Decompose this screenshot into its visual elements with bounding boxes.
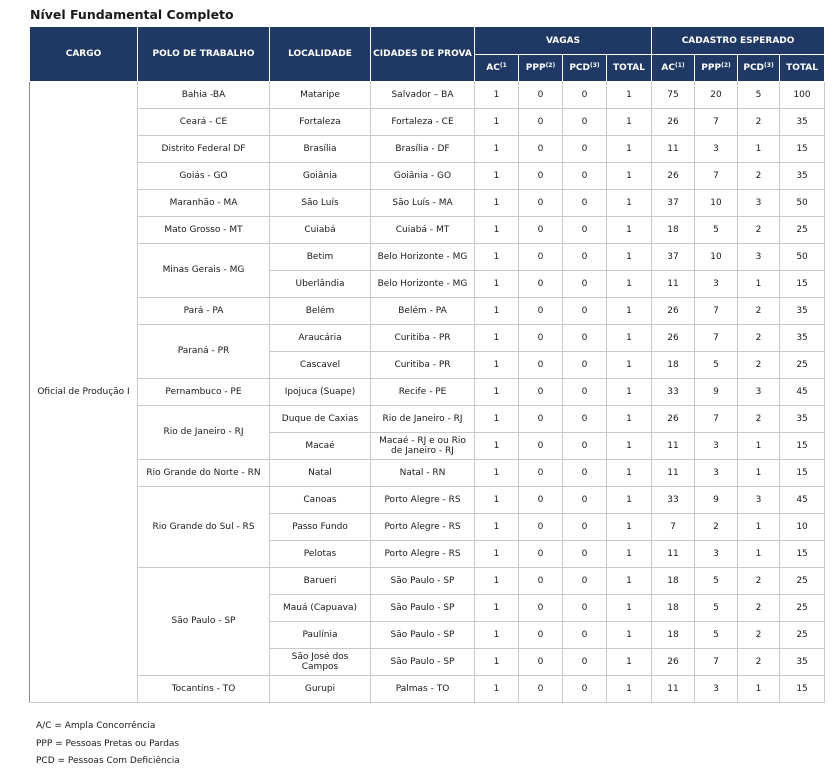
localidade-cell: Passo Fundo [270,514,371,541]
vagas-pcd-cell: 0 [563,622,607,649]
localidade-cell: Cascavel [270,352,371,379]
vagas-pcd-cell: 0 [563,244,607,271]
cadastro-pcd-cell: 1 [738,676,780,703]
cadastro-total-cell: 15 [780,271,825,298]
table-row [30,298,825,325]
vagas-pcd-cell: 0 [563,595,607,622]
localidade-cell: Brasília [270,136,371,163]
cadastro-pcd-cell: 2 [738,568,780,595]
cadastro-ac-cell: 33 [652,487,695,514]
vagas-ppp-cell: 0 [519,568,563,595]
polo-cell: São Paulo - SP [138,568,270,676]
cidade-prova-cell: Belém - PA [371,298,475,325]
header-cadastro: CADASTRO ESPERADO [652,27,825,55]
table-row [30,109,825,136]
vagas-ppp-cell: 0 [519,244,563,271]
vagas-ac-cell: 1 [475,298,519,325]
vagas-ac-cell: 1 [475,136,519,163]
vagas-ppp-cell: 0 [519,136,563,163]
table-body [30,82,825,703]
vagas-ac-cell: 1 [475,109,519,136]
vagas-ppp-cell: 0 [519,676,563,703]
cadastro-total-cell: 15 [780,676,825,703]
cadastro-pcd-cell: 1 [738,136,780,163]
vagas-pcd-cell: 0 [563,514,607,541]
cadastro-ppp-cell: 5 [695,352,738,379]
vagas-pcd-cell: 0 [563,190,607,217]
vagas-pcd-cell: 0 [563,136,607,163]
vagas-total-cell: 1 [607,109,652,136]
cadastro-pcd-cell: 3 [738,244,780,271]
vagas-pcd-cell: 0 [563,676,607,703]
header-cidades: CIDADES DE PROVA [371,27,475,82]
vagas-ppp-cell: 0 [519,622,563,649]
vagas-ppp-cell: 0 [519,217,563,244]
polo-cell: Pará - PA [138,298,270,325]
cadastro-pcd-cell: 2 [738,298,780,325]
cadastro-total-cell: 35 [780,163,825,190]
table-row [30,487,825,514]
cadastro-ppp-cell: 3 [695,271,738,298]
cidade-prova-cell: São Paulo - SP [371,649,475,676]
vagas-ppp-cell: 0 [519,271,563,298]
cadastro-pcd-cell: 2 [738,595,780,622]
localidade-cell: Barueri [270,568,371,595]
vagas-total-cell: 1 [607,595,652,622]
localidade-cell: Cuiabá [270,217,371,244]
vagas-ppp-cell: 0 [519,433,563,460]
cadastro-ppp-cell: 7 [695,649,738,676]
vagas-ac-cell: 1 [475,649,519,676]
cidade-prova-cell: São Luís - MA [371,190,475,217]
localidade-cell: Ipojuca (Suape) [270,379,371,406]
vagas-pcd-cell: 0 [563,82,607,109]
localidade-cell: Mauá (Capuava) [270,595,371,622]
table-row [30,244,825,271]
vagas-pcd-cell: 0 [563,325,607,352]
vagas-pcd-cell: 0 [563,487,607,514]
vagas-ac-cell: 1 [475,622,519,649]
vagas-total-cell: 1 [607,352,652,379]
vagas-pcd-cell: 0 [563,568,607,595]
vagas-ac-cell: 1 [475,271,519,298]
vagas-ppp-cell: 0 [519,487,563,514]
vagas-ac-cell: 1 [475,82,519,109]
table-row [30,190,825,217]
vagas-total-cell: 1 [607,649,652,676]
vagas-ac-cell: 1 [475,541,519,568]
polo-cell: Distrito Federal DF [138,136,270,163]
localidade-cell: Araucária [270,325,371,352]
vagas-ac-cell: 1 [475,163,519,190]
vagas-ppp-cell: 0 [519,82,563,109]
cadastro-ac-cell: 26 [652,649,695,676]
polo-cell: Rio Grande do Norte - RN [138,460,270,487]
cidade-prova-cell: Brasília - DF [371,136,475,163]
cidade-prova-cell: Porto Alegre - RS [371,514,475,541]
cadastro-ppp-cell: 7 [695,163,738,190]
vagas-pcd-cell: 0 [563,271,607,298]
header-vagas-total: TOTAL [607,55,652,82]
cadastro-total-cell: 15 [780,460,825,487]
table-row [30,136,825,163]
vagas-total-cell: 1 [607,487,652,514]
vagas-pcd-cell: 0 [563,163,607,190]
header-cargo: CARGO [30,27,138,82]
vagas-pcd-cell: 0 [563,406,607,433]
cadastro-ppp-cell: 3 [695,541,738,568]
cadastro-ppp-cell: 9 [695,487,738,514]
cadastro-pcd-cell: 3 [738,487,780,514]
localidade-cell: Natal [270,460,371,487]
table-row [30,406,825,433]
vagas-ppp-cell: 0 [519,190,563,217]
cidade-prova-cell: Rio de Janeiro - RJ [371,406,475,433]
polo-cell: Goiás - GO [138,163,270,190]
vagas-total-cell: 1 [607,541,652,568]
cadastro-ac-cell: 37 [652,190,695,217]
cidade-prova-cell: Natal - RN [371,460,475,487]
vagas-total-cell: 1 [607,244,652,271]
cadastro-ppp-cell: 9 [695,379,738,406]
polo-cell: Pernambuco - PE [138,379,270,406]
vagas-pcd-cell: 0 [563,109,607,136]
vagas-pcd-cell: 0 [563,460,607,487]
cadastro-ppp-cell: 2 [695,514,738,541]
vagas-pcd-cell: 0 [563,352,607,379]
vagas-ppp-cell: 0 [519,460,563,487]
table-row [30,676,825,703]
cadastro-ac-cell: 7 [652,514,695,541]
localidade-cell: Gurupi [270,676,371,703]
cadastro-total-cell: 10 [780,514,825,541]
vagas-pcd-cell: 0 [563,541,607,568]
cadastro-ac-cell: 11 [652,433,695,460]
cadastro-total-cell: 25 [780,217,825,244]
cadastro-ac-cell: 37 [652,244,695,271]
cadastro-total-cell: 50 [780,190,825,217]
vagas-pcd-cell: 0 [563,298,607,325]
vagas-ppp-cell: 0 [519,406,563,433]
cadastro-ac-cell: 11 [652,460,695,487]
cadastro-total-cell: 35 [780,109,825,136]
vagas-ppp-cell: 0 [519,514,563,541]
cadastro-total-cell: 15 [780,541,825,568]
cidade-prova-cell: Porto Alegre - RS [371,541,475,568]
localidade-cell: Betim [270,244,371,271]
table-row [30,163,825,190]
cadastro-ac-cell: 11 [652,676,695,703]
vagas-ac-cell: 1 [475,190,519,217]
polo-cell: Tocantins - TO [138,676,270,703]
table-row [30,460,825,487]
cadastro-ppp-cell: 5 [695,595,738,622]
cadastro-pcd-cell: 2 [738,163,780,190]
polo-cell: Ceará - CE [138,109,270,136]
cadastro-pcd-cell: 1 [738,460,780,487]
cadastro-ppp-cell: 10 [695,244,738,271]
vagas-total-cell: 1 [607,568,652,595]
header-vagas-ppp: PPP$^{(2)}$ [519,55,563,82]
cadastro-ac-cell: 18 [652,352,695,379]
vagas-total-cell: 1 [607,676,652,703]
cadastro-pcd-cell: 1 [738,271,780,298]
cadastro-ppp-cell: 7 [695,406,738,433]
cadastro-pcd-cell: 1 [738,433,780,460]
cadastro-total-cell: 25 [780,622,825,649]
cadastro-pcd-cell: 2 [738,109,780,136]
header-polo: POLO DE TRABALHO [138,27,270,82]
table-row [30,217,825,244]
cadastro-ac-cell: 26 [652,298,695,325]
localidade-cell: Mataripe [270,82,371,109]
cadastro-pcd-cell: 2 [738,217,780,244]
table-row [30,82,825,109]
cidade-prova-cell: Goiânia - GO [371,163,475,190]
vagas-ac-cell: 1 [475,379,519,406]
cadastro-ac-cell: 18 [652,595,695,622]
vagas-total-cell: 1 [607,433,652,460]
polo-cell: Maranhão - MA [138,190,270,217]
cargo-cell: Oficial de Produção I [30,82,138,703]
localidade-cell: Belém [270,298,371,325]
cadastro-ppp-cell: 3 [695,433,738,460]
localidade-cell: Fortaleza [270,109,371,136]
cadastro-pcd-cell: 2 [738,622,780,649]
localidade-cell: Duque de Caxias [270,406,371,433]
cadastro-ac-cell: 11 [652,271,695,298]
cadastro-ppp-cell: 3 [695,460,738,487]
polo-cell: Paraná - PR [138,325,270,379]
cadastro-total-cell: 50 [780,244,825,271]
cidade-prova-cell: Palmas - TO [371,676,475,703]
cadastro-ac-cell: 11 [652,541,695,568]
cadastro-pcd-cell: 1 [738,514,780,541]
vagas-ac-cell: 1 [475,433,519,460]
legend [36,718,180,771]
vagas-ppp-cell: 0 [519,109,563,136]
vagas-pcd-cell: 0 [563,649,607,676]
cidade-prova-cell: Porto Alegre - RS [371,487,475,514]
localidade-cell: Canoas [270,487,371,514]
cadastro-pcd-cell: 3 [738,379,780,406]
legend-ac: A/C = Ampla Concorrência [36,721,156,731]
cadastro-total-cell: 25 [780,568,825,595]
vagas-ppp-cell: 0 [519,595,563,622]
vagas-ac-cell: 1 [475,595,519,622]
cadastro-ppp-cell: 7 [695,325,738,352]
vagas-pcd-cell: 0 [563,379,607,406]
cadastro-ac-cell: 18 [652,622,695,649]
cidade-prova-cell: Salvador – BA [371,82,475,109]
cadastro-ac-cell: 26 [652,325,695,352]
localidade-cell: São Luís [270,190,371,217]
cadastro-ac-cell: 18 [652,217,695,244]
vagas-ppp-cell: 0 [519,649,563,676]
header-row-top [30,27,825,55]
cidade-prova-cell: Fortaleza - CE [371,109,475,136]
vagas-total-cell: 1 [607,163,652,190]
localidade-cell: Goiânia [270,163,371,190]
vagas-ac-cell: 1 [475,676,519,703]
cadastro-ac-cell: 18 [652,568,695,595]
cadastro-pcd-cell: 2 [738,352,780,379]
polo-cell: Bahia -BA [138,82,270,109]
cidade-prova-cell: São Paulo - SP [371,595,475,622]
cadastro-total-cell: 25 [780,595,825,622]
cidade-prova-cell: São Paulo - SP [371,568,475,595]
cidade-prova-cell: Curitiba - PR [371,352,475,379]
cidade-prova-cell: Belo Horizonte - MG [371,244,475,271]
cadastro-pcd-cell: 5 [738,82,780,109]
cadastro-pcd-cell: 3 [738,190,780,217]
cidade-prova-cell: Recife - PE [371,379,475,406]
cadastro-total-cell: 100 [780,82,825,109]
polo-cell: Rio Grande do Sul - RS [138,487,270,568]
header-vagas: VAGAS [475,27,652,55]
cadastro-ppp-cell: 5 [695,568,738,595]
header-cadastro-ppp: PPP$^{(2)}$ [695,55,738,82]
page-title: Nível Fundamental Completo [30,7,234,22]
localidade-cell: Uberlândia [270,271,371,298]
cadastro-ppp-cell: 5 [695,217,738,244]
vagas-ppp-cell: 0 [519,352,563,379]
vagas-total-cell: 1 [607,217,652,244]
vagas-total-cell: 1 [607,325,652,352]
cidade-prova-cell: Belo Horizonte - MG [371,271,475,298]
vagas-ac-cell: 1 [475,352,519,379]
vagas-total-cell: 1 [607,190,652,217]
vagas-total-cell: 1 [607,136,652,163]
cidade-prova-cell: Curitiba - PR [371,325,475,352]
header-vagas-pcd: PCD$^{(3)}$ [563,55,607,82]
cadastro-total-cell: 45 [780,379,825,406]
cadastro-total-cell: 45 [780,487,825,514]
vagas-ac-cell: 1 [475,460,519,487]
vagas-total-cell: 1 [607,622,652,649]
vagas-ac-cell: 1 [475,217,519,244]
polo-cell: Minas Gerais - MG [138,244,270,298]
header-cadastro-ac: AC$^{(1)}$ [652,55,695,82]
cadastro-ac-cell: 26 [652,109,695,136]
vagas-total-cell: 1 [607,514,652,541]
vagas-ac-cell: 1 [475,487,519,514]
cadastro-ppp-cell: 7 [695,298,738,325]
vagas-total-cell: 1 [607,379,652,406]
localidade-cell: Paulínia [270,622,371,649]
cadastro-ppp-cell: 3 [695,136,738,163]
cadastro-total-cell: 35 [780,325,825,352]
legend-pcd: PCD = Pessoas Com Deficiência [36,756,180,766]
cadastro-pcd-cell: 2 [738,325,780,352]
cadastro-ppp-cell: 7 [695,109,738,136]
vagas-total-cell: 1 [607,82,652,109]
vagas-pcd-cell: 0 [563,217,607,244]
vagas-ppp-cell: 0 [519,163,563,190]
cadastro-pcd-cell: 2 [738,406,780,433]
cadastro-pcd-cell: 2 [738,649,780,676]
cadastro-ac-cell: 33 [652,379,695,406]
cidade-prova-cell: São Paulo - SP [371,622,475,649]
polo-cell: Rio de Janeiro - RJ [138,406,270,460]
table-row [30,379,825,406]
cadastro-ac-cell: 11 [652,136,695,163]
vagas-ppp-cell: 0 [519,541,563,568]
vagas-table [29,26,825,703]
vagas-ac-cell: 1 [475,406,519,433]
cadastro-total-cell: 35 [780,406,825,433]
vagas-ac-cell: 1 [475,514,519,541]
cadastro-ac-cell: 75 [652,82,695,109]
vagas-pcd-cell: 0 [563,433,607,460]
cadastro-total-cell: 15 [780,136,825,163]
header-vagas-ac: AC$^{(1}$ [475,55,519,82]
cadastro-ppp-cell: 3 [695,676,738,703]
polo-cell: Mato Grosso - MT [138,217,270,244]
cidade-prova-cell: Macaé - RJ e ou Rio de Janeiro - RJ [371,433,475,460]
localidade-cell: São José dos Campos [270,649,371,676]
cadastro-total-cell: 35 [780,649,825,676]
legend-ppp: PPP = Pessoas Pretas ou Pardas [36,738,180,749]
vagas-total-cell: 1 [607,406,652,433]
vagas-ppp-cell: 0 [519,379,563,406]
cadastro-ac-cell: 26 [652,163,695,190]
cadastro-total-cell: 15 [780,433,825,460]
vagas-total-cell: 1 [607,298,652,325]
vagas-total-cell: 1 [607,460,652,487]
table-row [30,568,825,595]
localidade-cell: Pelotas [270,541,371,568]
header-cadastro-pcd: PCD$^{(3)}$ [738,55,780,82]
header-localidade: LOCALIDADE [270,27,371,82]
table-row [30,325,825,352]
cidade-prova-cell: Cuiabá - MT [371,217,475,244]
cadastro-ppp-cell: 5 [695,622,738,649]
cadastro-ppp-cell: 10 [695,190,738,217]
vagas-ac-cell: 1 [475,325,519,352]
vagas-total-cell: 1 [607,271,652,298]
vagas-ac-cell: 1 [475,244,519,271]
cadastro-ac-cell: 26 [652,406,695,433]
localidade-cell: Macaé [270,433,371,460]
cadastro-ppp-cell: 20 [695,82,738,109]
vagas-ac-cell: 1 [475,568,519,595]
header-cadastro-total: TOTAL [780,55,825,82]
cadastro-total-cell: 35 [780,298,825,325]
cadastro-total-cell: 25 [780,352,825,379]
cadastro-pcd-cell: 1 [738,541,780,568]
vagas-ppp-cell: 0 [519,325,563,352]
vagas-ppp-cell: 0 [519,298,563,325]
